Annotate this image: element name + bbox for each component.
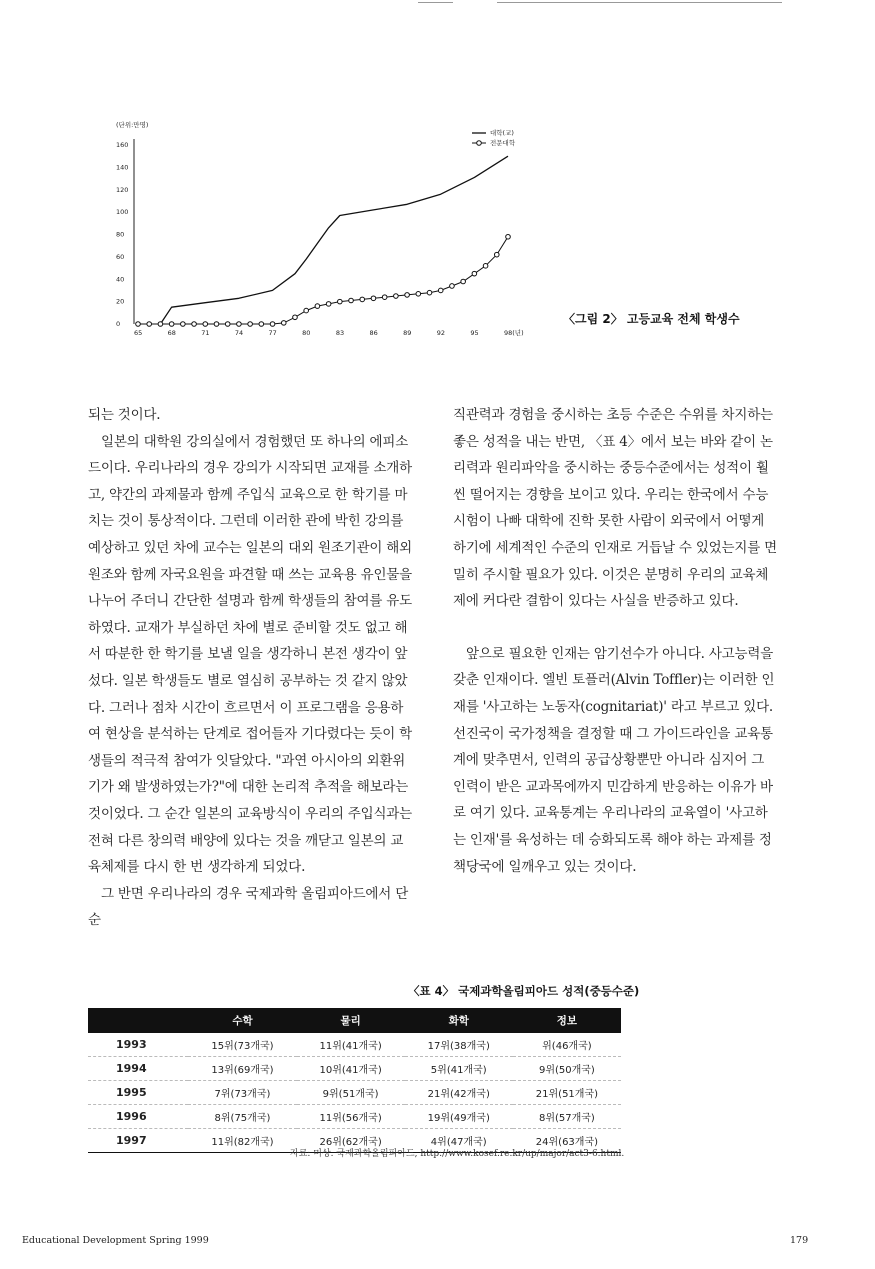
table-cell: 13위(69개국) (188, 1057, 296, 1081)
junior-college-point (293, 315, 298, 320)
year-cell: 1997 (88, 1129, 188, 1153)
table-cell: 11위(41개국) (297, 1033, 405, 1057)
junior-college-point (147, 322, 152, 327)
x-tick-label: 86 (369, 329, 378, 337)
year-cell: 1994 (88, 1057, 188, 1081)
junior-college-point (494, 252, 499, 257)
x-tick-label: 89 (403, 329, 412, 337)
legend-label-junior-college: 전문대학 (490, 139, 516, 147)
x-tick-label: 95 (470, 329, 479, 337)
junior-college-point (181, 322, 186, 327)
y-tick-label: 20 (116, 297, 125, 306)
junior-college-point (270, 322, 275, 327)
junior-college-point (203, 322, 208, 327)
x-tick-label: 98(년) (504, 329, 524, 337)
junior-college-point (360, 297, 365, 302)
text-column-right (453, 402, 778, 880)
table-cell: 9위(51개국) (297, 1081, 405, 1105)
junior-college-point (259, 322, 264, 327)
paragraph: 앞으로 필요한 인재는 암기선수가 아니다. 사고능력을 갖춘 인재이다. 엘빈 토플러(Alvin Toffler)는 이러한 인재를 '사고하는 노동자(cognitariat)' 라고 부르고 있다. 선진국이 국가정책을 결정할 때 그 가이드라인을 교육통계에 맞추면서, 인력의 공급상황뿐만 아니라 심지어 그 인력이 받은 교과목에까지 민감하게 반응하는 이유가 바로 여기 있다. 교육통계는 우리나라의 교육열이 '사고하는 인재'를 육성하는 데 승화되도록 해야 하는 과제를 정책당국에 일깨우고 있는 것이다. (453, 645, 775, 875)
junior-college-point (225, 322, 230, 327)
table-cell: 26위(62개국) (297, 1129, 405, 1153)
table-cell: 19위(49개국) (405, 1105, 513, 1129)
junior-college-point (281, 321, 286, 326)
x-tick-label: 71 (201, 329, 210, 337)
x-tick-label: 80 (302, 329, 311, 337)
table-source-note: 자료: 미상. 국제과학올림피아드, http://www.kosef.re.kr/up/major/act3-6.html. (290, 1149, 625, 1159)
year-cell: 1993 (88, 1033, 188, 1057)
junior-college-point (450, 284, 455, 289)
y-tick-label: 140 (116, 163, 129, 172)
unit-label: (단위:만명) (116, 121, 149, 129)
junior-college-point (136, 322, 141, 327)
x-tick-label: 77 (268, 329, 277, 337)
junior-college-point (192, 322, 197, 327)
x-tick-label: 92 (436, 329, 446, 337)
table-cell: 위(46개국) (513, 1033, 621, 1057)
table-row (88, 1033, 621, 1057)
table-cell: 21위(51개국) (513, 1081, 621, 1105)
table-cell: 24위(63개국) (513, 1129, 621, 1153)
paragraph: 되는 것이다. (88, 407, 161, 423)
table-header-row (88, 1008, 621, 1033)
junior-college-point (158, 322, 163, 327)
junior-college-point (338, 299, 343, 304)
y-tick-label: 40 (116, 275, 125, 284)
series-line-university (160, 156, 508, 324)
table-caption: 〈표 4〉 국제과학올림피아드 성적(중등수준) (408, 984, 640, 998)
figure-caption: 〈그림 2〉 고등교육 전체 학생수 (563, 312, 740, 326)
y-tick-label: 120 (116, 185, 129, 194)
journal-footer: Educational Development Spring 1999 (22, 1235, 209, 1246)
junior-college-point (315, 304, 320, 309)
y-tick-label: 100 (116, 208, 129, 217)
junior-college-point (506, 234, 511, 239)
x-tick-label: 83 (335, 329, 345, 337)
table-cell: 21위(42개국) (405, 1081, 513, 1105)
top-rule-short (418, 2, 453, 3)
junior-college-point (427, 290, 432, 295)
table-cell: 7위(73개국) (188, 1081, 296, 1105)
table-row (88, 1057, 621, 1081)
junior-college-point (416, 291, 421, 296)
junior-college-point (326, 302, 331, 307)
text-column-left (88, 402, 413, 934)
y-tick-label: 160 (116, 141, 129, 149)
x-tick-label: 65 (134, 329, 143, 337)
olympiad-results-table (88, 1008, 621, 1153)
junior-college-point (304, 308, 309, 313)
top-rule-long (497, 2, 782, 3)
table-cell: 9위(50개국) (513, 1057, 621, 1081)
junior-college-point (405, 293, 410, 298)
junior-college-point (483, 264, 488, 269)
y-tick-label: 80 (116, 230, 125, 239)
junior-college-point (461, 279, 466, 284)
junior-college-point (237, 322, 242, 327)
table-cell: 10위(41개국) (297, 1057, 405, 1081)
junior-college-point (214, 322, 219, 327)
x-tick-label: 74 (234, 329, 244, 337)
table-cell: 17위(38개국) (405, 1033, 513, 1057)
table-cell: 11위(56개국) (297, 1105, 405, 1129)
junior-college-point (438, 288, 443, 293)
paragraph: 일본의 대학원 강의실에서 경험했던 또 하나의 에피소드이다. 우리나라의 경우 강의가 시작되면 교재를 소개하고, 약간의 과제물과 함께 주입식 교육으로 한 학기를 마치는 것이 통상적이다. 그런데 이러한 관에 박힌 강의를 예상하고 있던 차에 교수는 일본의 대외 원조기관이 해외원조와 함께 자국요원을 파견할 때 쓰는 교육용 유인물을 나누어 주더니 간단한 설명과 함께 학생들의 참여를 유도하였다. 교재가 부실하던 차에 별로 준비할 것도 없고 해서 따분한 한 학기를 보낼 일을 생각하니 본전 생각이 앞섰다. 일본 학생들도 별로 열심히 공부하는 것 같지 않았다. 그러나 점차 시간이 흐르면서 이 프로그램을 응용하여 현상을 분석하는 단계로 접어들자 기다렸다는 듯이 학생들의 적극적 참여가 잇달았다. "과연 아시아의 외환위기가 왜 발생하였는가?"에 대한 논리적 추적을 해보라는 것이었다. 그 순간 일본의 교육방식이 우리의 주입식과는 전혀 다른 창의력 배양에 있다는 것을 깨닫고 일본의 교육체제를 다시 한 번 생각하게 되었다. (88, 433, 412, 876)
y-tick-label: 0 (116, 320, 121, 328)
year-cell: 1995 (88, 1081, 188, 1105)
table-cell: 11위(82개국) (188, 1129, 296, 1153)
students-line-chart (100, 115, 540, 350)
junior-college-point (371, 296, 376, 301)
junior-college-point (248, 322, 253, 327)
legend-label-university: 대학(교) (490, 129, 514, 137)
series-line-junior-college (138, 237, 508, 324)
junior-college-point (169, 322, 174, 327)
year-cell: 1996 (88, 1105, 188, 1129)
paragraph: 그 반면 우리나라의 경우 국제과학 올림피아드에서 단순 (88, 885, 409, 929)
table-cell: 5위(41개국) (405, 1057, 513, 1081)
table-cell: 8위(57개국) (513, 1105, 621, 1129)
legend-marker-junior-college (477, 141, 482, 146)
table-row (88, 1105, 621, 1129)
header-cell (88, 1008, 188, 1033)
junior-college-point (382, 295, 387, 300)
header-cell: 화학 (405, 1008, 513, 1033)
y-tick-label: 60 (116, 252, 125, 261)
page-number: 179 (790, 1235, 809, 1246)
x-tick-label: 68 (167, 329, 176, 337)
junior-college-point (349, 298, 354, 303)
header-cell: 정보 (513, 1008, 621, 1033)
table-cell: 15위(73개국) (188, 1033, 296, 1057)
table-cell: 8위(75개국) (188, 1105, 296, 1129)
table-row (88, 1081, 621, 1105)
paragraph: 직관력과 경험을 중시하는 초등 수준은 수위를 차지하는 좋은 성적을 내는 반면, 〈표 4〉에서 보는 바와 같이 논리력과 원리파악을 중시하는 중등수준에서는 성적이 훨씬 떨어지는 경향을 보이고 있다. 우리는 한국에서 수능시험이 나빠 대학에 진학 못한 사람이 외국에서 어떻게 하기에 세계적인 수준의 인재로 거듭날 수 있었는지를 면밀히 주시할 필요가 있다. 이것은 분명히 우리의 교육체제에 커다란 결함이 있다는 사실을 반증하고 있다. (453, 407, 777, 610)
table-cell: 4위(47개국) (405, 1129, 513, 1153)
header-cell: 물리 (297, 1008, 405, 1033)
junior-college-point (394, 294, 399, 299)
junior-college-point (472, 271, 477, 276)
header-cell: 수학 (188, 1008, 296, 1033)
